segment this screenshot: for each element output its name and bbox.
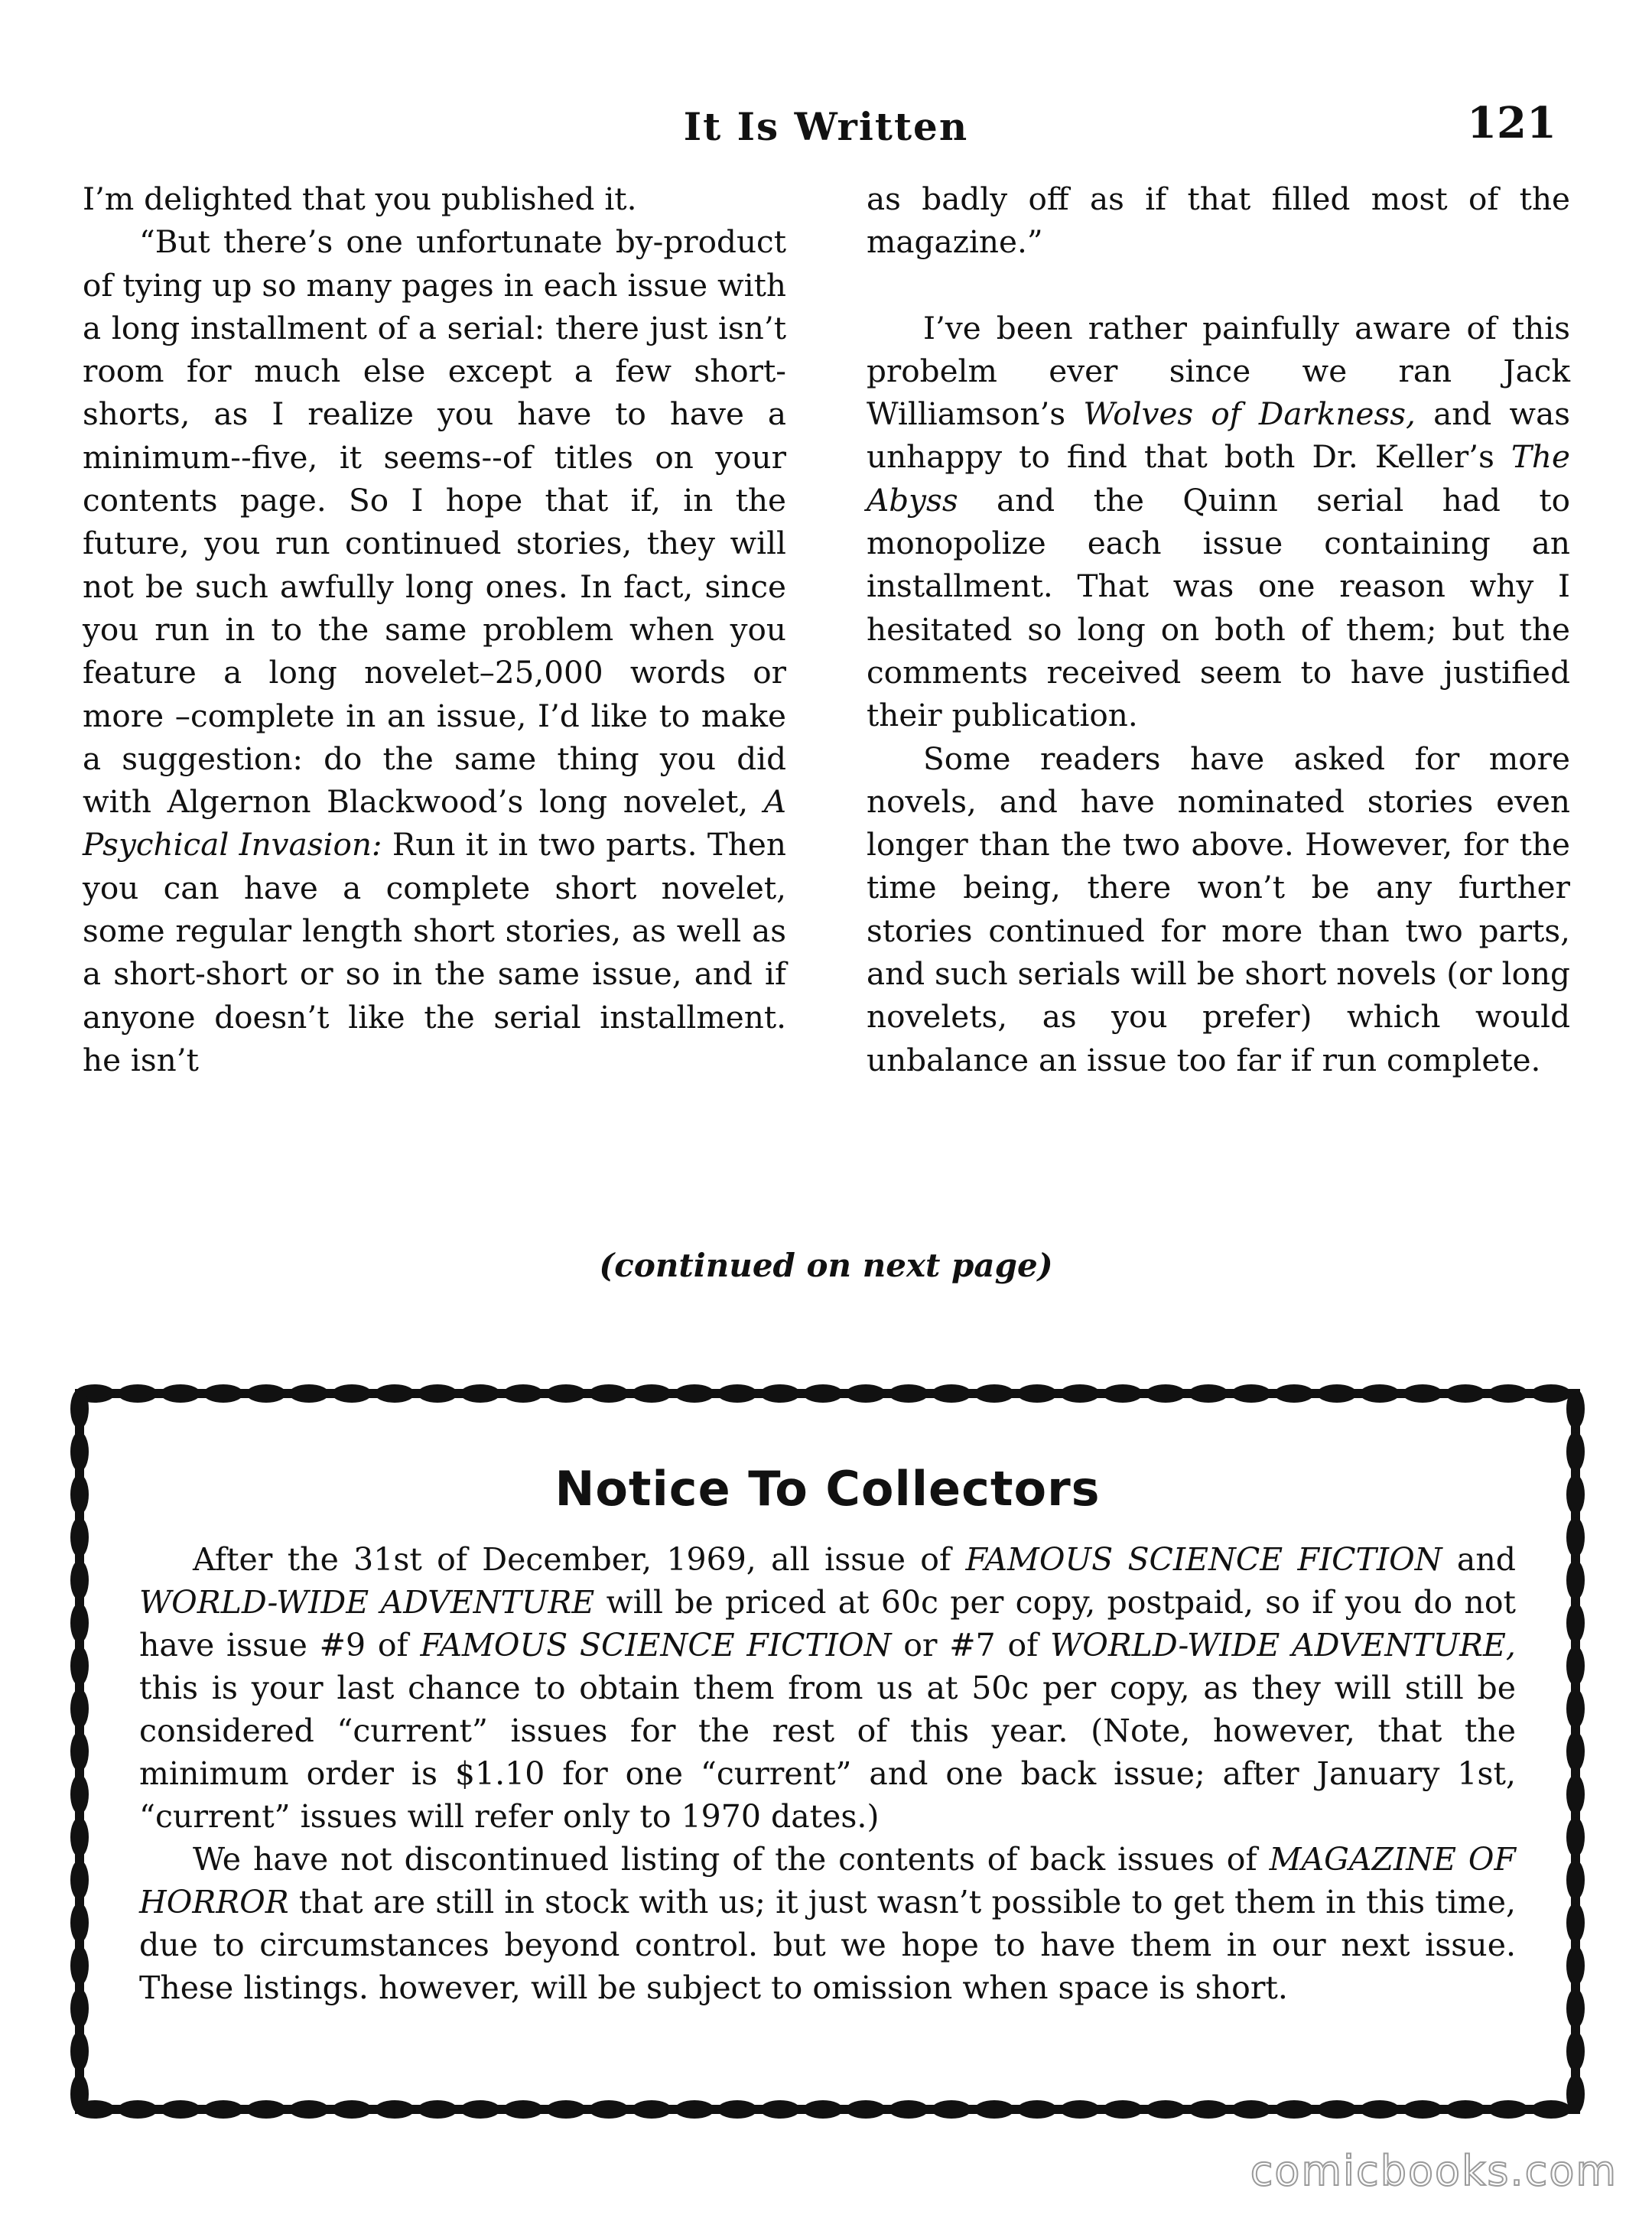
border-scallop [1274,1384,1314,1403]
border-scallop [70,1560,89,1600]
border-scallop [289,1384,329,1403]
border-scallop [760,1384,800,1403]
border-scallop [70,1517,89,1557]
border-scallop [1566,1475,1585,1514]
border-scallop [589,1384,629,1403]
left-paragraph-2-text: “But there’s one unfortunate by-product of tying up so many pages in each issue with a long installment of a serial: there just isn’t room for much else except a few short-shorts, as I realize you have to have a minimum--five, it seems--of titles on your contents page. So I hope that if, in the future, you run continued stories, they will not be such awfully long ones. In fact, since you run in to the same problem when you feature a long novelet–25,000 words or more –complete in an issue, I’d like to make a suggestion: do the same thing you did with Algernon Blackwood’s long novelet, [83,223,786,821]
border-scallop [1566,1860,1585,1900]
body-columns [83,177,1571,1202]
border-scallop [1403,1384,1442,1403]
border-scallop [846,1384,886,1403]
border-scallop [70,1689,89,1729]
border-scallop [1566,1817,1585,1857]
border-scallop [70,2074,89,2114]
border-scallop [1446,2100,1485,2119]
border-scallop [1060,1384,1100,1403]
notice-p2-a: We have not discontinued listing of the contents of back issues of [193,1841,1257,1878]
border-scallop [70,1903,89,1943]
running-title: It Is Written [683,104,969,149]
border-scallop [118,1384,158,1403]
border-scallop [974,1384,1014,1403]
border-scallop [889,1384,928,1403]
border-scallop [717,2100,757,2119]
border-scallop [161,2100,200,2119]
magazine-title-world-wide-adventure: WORLD-WIDE ADVENTURE [139,1584,595,1621]
border-scallop [418,2100,457,2119]
notice-p1-c: will be priced at 60c per copy, postpaid, so if you do not have issue #9 of [139,1584,1516,1664]
border-scallop [1231,1384,1271,1403]
border-scallop [1566,1774,1585,1814]
border-scallop [332,1384,372,1403]
border-scallop [1446,1384,1485,1403]
border-scallop [70,1774,89,1814]
border-scallop [375,1384,415,1403]
border-scallop [546,2100,586,2119]
border-scallop [1566,1432,1585,1472]
border-scallop [161,1384,200,1403]
border-scallop [1566,1946,1585,1985]
border-scallop [974,2100,1014,2119]
right-paragraph-2-a: I’ve been rather painfully aware of this probelm ever since we ran Jack Williamson’s [867,309,1570,433]
border-scallop [332,2100,372,2119]
border-scallop [1566,1989,1585,2028]
border-scallop [1017,1384,1057,1403]
notice-p1-e: this is your last chance to obtain them from us at 50c per copy, as they will still be considered “current” issues for the rest of this year. (Note, however, that the minimum order is $1.10 for one “current” and one back issue; after January 1st, “current” issues will refer only to 1970 dates.) [139,1670,1516,1835]
left-column [83,177,786,1081]
border-scallop [70,1860,89,1900]
border-scallop [1566,1903,1585,1943]
border-scallop [717,1384,757,1403]
border-scallop [1566,1560,1585,1600]
border-scallop [1566,1646,1585,1686]
notice-box [63,1377,1592,2126]
border-scallop [1017,2100,1057,2119]
border-scallop [1189,1384,1228,1403]
border-scallop [1317,1384,1357,1403]
border-scallop [632,2100,672,2119]
border-scallop [118,2100,158,2119]
border-scallop [1566,1603,1585,1643]
border-scallop [203,2100,243,2119]
border-scallop [1566,2031,1585,2071]
notice-paragraph-2 [139,1838,1516,2009]
border-scallop [1488,2100,1528,2119]
border-scallop [70,2031,89,2071]
border-scallop [70,1732,89,1771]
right-paragraph-2-b: and was unhappy to find that both Dr. Keller’s [867,395,1571,476]
notice-paragraph-1 [139,1538,1516,1838]
border-scallop [460,2100,500,2119]
story-title-psychical-invasion: A Psychical Invasion: [83,783,787,863]
magazine-title-famous-sf: FAMOUS SCIENCE FICTION [965,1541,1442,1578]
border-scallop [760,2100,800,2119]
border-scallop [289,2100,329,2119]
border-scallop [1360,1384,1400,1403]
story-title-wolves-of-darkness: Wolves of Darkness, [1083,395,1416,433]
border-scallop [932,1384,971,1403]
border-scallop [246,1384,286,1403]
left-paragraph-2 [83,220,786,1081]
magazine-title-world-wide-adventure-2: WORLD-WIDE ADVENTURE, [1050,1627,1516,1664]
border-scallop [546,1384,586,1403]
border-scallop [803,1384,843,1403]
watermark-logo: comicbooks.com [1250,2147,1618,2195]
border-scallop [70,1817,89,1857]
border-scallop [889,2100,928,2119]
notice-p1-a: After the 31st of December, 1969, all issue of [193,1541,951,1578]
border-scallop [1403,2100,1442,2119]
border-scallop [1103,2100,1143,2119]
border-scallop [932,2100,971,2119]
border-scallop [70,1946,89,1985]
border-scallop [1317,2100,1357,2119]
border-scallop [1531,2100,1571,2119]
right-paragraph-1: as badly off as if that filled most of the magazine.” [867,180,1570,261]
border-scallop [70,1432,89,1472]
notice-title: Notice To Collectors [554,1461,1101,1517]
border-scallop [675,2100,714,2119]
notice-p1-d: or #7 of [903,1627,1039,1664]
right-paragraph-2-c: and the Quinn serial had to monopolize each issue containing an installment. That was one reason why I hesitated so long on both of them; but the comments received seem to have justified their publication. [867,481,1571,734]
left-paragraph-1: I’m delighted that you published it. [83,180,637,217]
notice-p1-b: and [1456,1541,1516,1578]
border-scallop [1103,1384,1143,1403]
border-scallop [1566,1389,1585,1429]
border-scallop [1146,1384,1185,1403]
magazine-title-famous-sf-2: FAMOUS SCIENCE FICTION [420,1627,892,1664]
border-scallop [846,2100,886,2119]
border-scallop [1531,1384,1571,1403]
border-scallop [1566,2074,1585,2114]
border-scallop [1566,1689,1585,1729]
border-scallop [632,1384,672,1403]
border-scallop [1360,2100,1400,2119]
border-scallop [503,2100,543,2119]
border-scallop [589,2100,629,2119]
border-scallop [1231,2100,1271,2119]
border-scallop [803,2100,843,2119]
border-scallop [375,2100,415,2119]
border-scallop [1274,2100,1314,2119]
notice-content [139,1461,1516,2009]
border-scallop [1189,2100,1228,2119]
story-title-the-abyss: The Abyss [867,438,1570,519]
border-scallop [70,1603,89,1643]
magazine-title-magazine-of-horror: MAGAZINE OF HORROR [139,1841,1516,1920]
right-column [867,177,1570,1081]
border-scallop [1146,2100,1185,2119]
border-scallop [246,2100,286,2119]
running-head [0,98,1652,151]
border-scallop [1566,1517,1585,1557]
continued-note: (continued on next page) [599,1247,1053,1284]
border-scallop [1566,1732,1585,1771]
border-scallop [418,1384,457,1403]
border-scallop [460,1384,500,1403]
right-paragraph-2 [867,307,1570,737]
page-number: 121 [1467,98,1556,148]
notice-p2-b: that are still in stock with us; it just wasn’t possible to get them in this time, due to circumstances beyond control. but we hope to have them in our next issue. These listings. however, will be subject to omission when space is short. [139,1884,1516,2006]
border-scallop [203,1384,243,1403]
border-scallop [70,1389,89,1429]
border-scallop [1060,2100,1100,2119]
border-scallop [70,1475,89,1514]
border-scallop [1488,1384,1528,1403]
border-scallop [675,1384,714,1403]
border-scallop [503,1384,543,1403]
left-paragraph-2-end: Run it in two parts. Then you can have a complete short novelet, some regular length short stories, as well as a short-short or so in the same issue, and if anyone doesn’t like the serial installment. he isn’t [83,826,786,1078]
border-scallop [70,1989,89,2028]
border-scallop [70,1646,89,1686]
right-paragraph-3: Some readers have asked for more novels, and have nominated stories even longer than the two above. However, for the time being, there won’t be any further stories continued for more than two parts, and such serials will be short novels (or long novelets, as you prefer) which would unbalance an issue too far if run complete. [867,740,1570,1078]
